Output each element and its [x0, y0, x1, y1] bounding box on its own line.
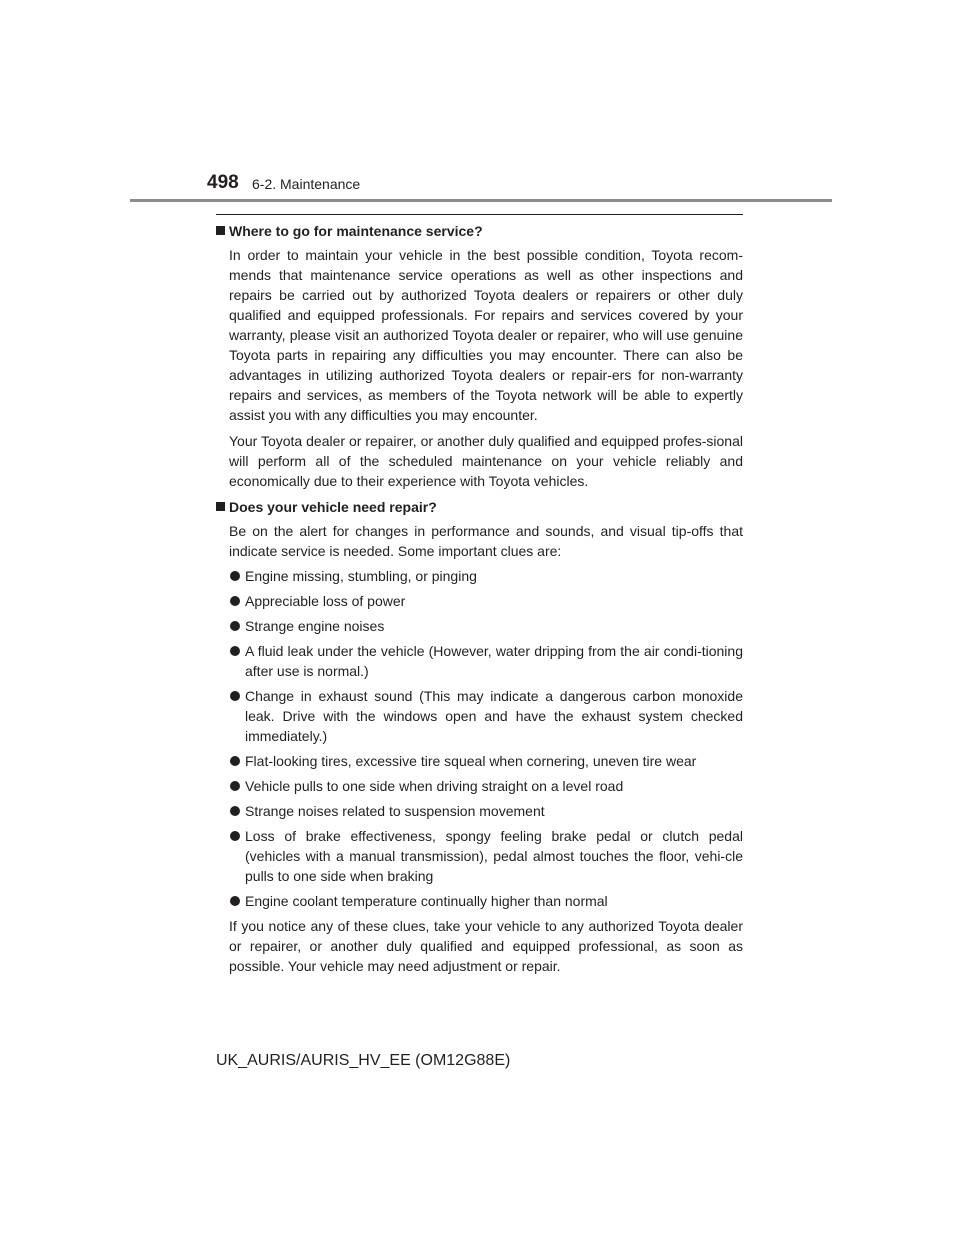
paragraph: In order to maintain your vehicle in the best possible condition, Toyota recom-mends that maintenance service operations as well as other inspections and repairs be carried out by authorized Toyota dealers or repairers or other duly qualified and equipped professionals. For repairs and services covered by your warranty, please visit an authorized Toyota dealer or repairer, who will use genuine Toyota parts in repairing any difficulties you may encounter. There can also be advantages in utilizing authorized Toyota dealers or repair-ers for non-warranty repairs and services, as members of the Toyota network will be able to expertly assist you with any difficulties you may encounter. — [229, 247, 743, 423]
list-item-text: Strange noises related to suspension movement — [245, 803, 545, 819]
section-vehicle-repair — [216, 497, 743, 976]
list-item-text: Appreciable loss of power — [245, 593, 406, 609]
bullet-dot-icon — [230, 596, 240, 606]
list-item-text: Engine missing, stumbling, or pinging — [245, 568, 477, 584]
bullet-dot-icon — [230, 646, 240, 656]
heading-text: Where to go for maintenance service? — [229, 223, 483, 239]
list-item-text: Flat-looking tires, excessive tire squeal when cornering, uneven tire wear — [245, 753, 697, 769]
square-bullet-icon — [216, 226, 225, 235]
paragraph: Be on the alert for changes in performance and sounds, and visual tip-offs that indicate service is needed. Some important clues are: — [229, 523, 743, 559]
bullet-dot-icon — [230, 571, 240, 581]
header-divider — [130, 199, 832, 202]
page-number: 498 — [207, 172, 239, 193]
list-item — [229, 566, 743, 586]
list-item-text: Strange engine noises — [245, 618, 385, 634]
content-divider — [216, 214, 743, 215]
list-item-text: Loss of brake effectiveness, spongy feeling brake pedal or clutch pedal (vehicles with a manual transmission), pedal almost touches the floor, vehi-cle pulls to one side when braking — [245, 828, 743, 884]
list-item — [229, 801, 743, 821]
paragraph: Your Toyota dealer or repairer, or another duly qualified and equipped profes-sional will perform all of the scheduled maintenance on your vehicle reliably and economically due to their experience with Toyota vehicles. — [229, 433, 743, 489]
section-heading — [216, 497, 743, 517]
list-item — [229, 641, 743, 681]
bullet-dot-icon — [230, 691, 240, 701]
list-item — [229, 826, 743, 886]
section-maintenance-service — [216, 221, 743, 491]
list-item-text: A fluid leak under the vehicle (However, water dripping from the air condi-tioning after use is normal.) — [245, 643, 743, 679]
list-item — [229, 686, 743, 746]
page-header — [0, 0, 960, 205]
list-item — [229, 776, 743, 796]
bullet-dot-icon — [230, 896, 240, 906]
list-item-text: Vehicle pulls to one side when driving straight on a level road — [245, 778, 624, 794]
section-heading — [216, 221, 743, 241]
heading-text: Does your vehicle need repair? — [229, 499, 437, 515]
bullet-dot-icon — [230, 806, 240, 816]
section-title: 6-2. Maintenance — [252, 176, 361, 192]
bullet-dot-icon — [230, 831, 240, 841]
clue-list — [216, 566, 743, 911]
bullet-dot-icon — [230, 781, 240, 791]
list-item-text: Engine coolant temperature continually higher than normal — [245, 893, 608, 909]
square-bullet-icon — [216, 502, 225, 511]
closing-paragraph: If you notice any of these clues, take your vehicle to any authorized Toyota dealer or repairer, or another duly qualified and equipped professional, as soon as possible. Your vehicle may need adjustment or repair. — [229, 918, 743, 974]
bullet-dot-icon — [230, 621, 240, 631]
list-item — [229, 591, 743, 611]
bullet-dot-icon — [230, 756, 240, 766]
list-item-text: Change in exhaust sound (This may indicate a dangerous carbon monoxide leak. Drive with the windows open and have the exhaust system checked immediately.) — [245, 688, 743, 744]
list-item — [229, 891, 743, 911]
list-item — [229, 616, 743, 636]
model-code-footer: UK_AURIS/AURIS_HV_EE (OM12G88E) — [216, 1052, 511, 1069]
list-item — [229, 751, 743, 771]
page-content — [216, 214, 743, 982]
